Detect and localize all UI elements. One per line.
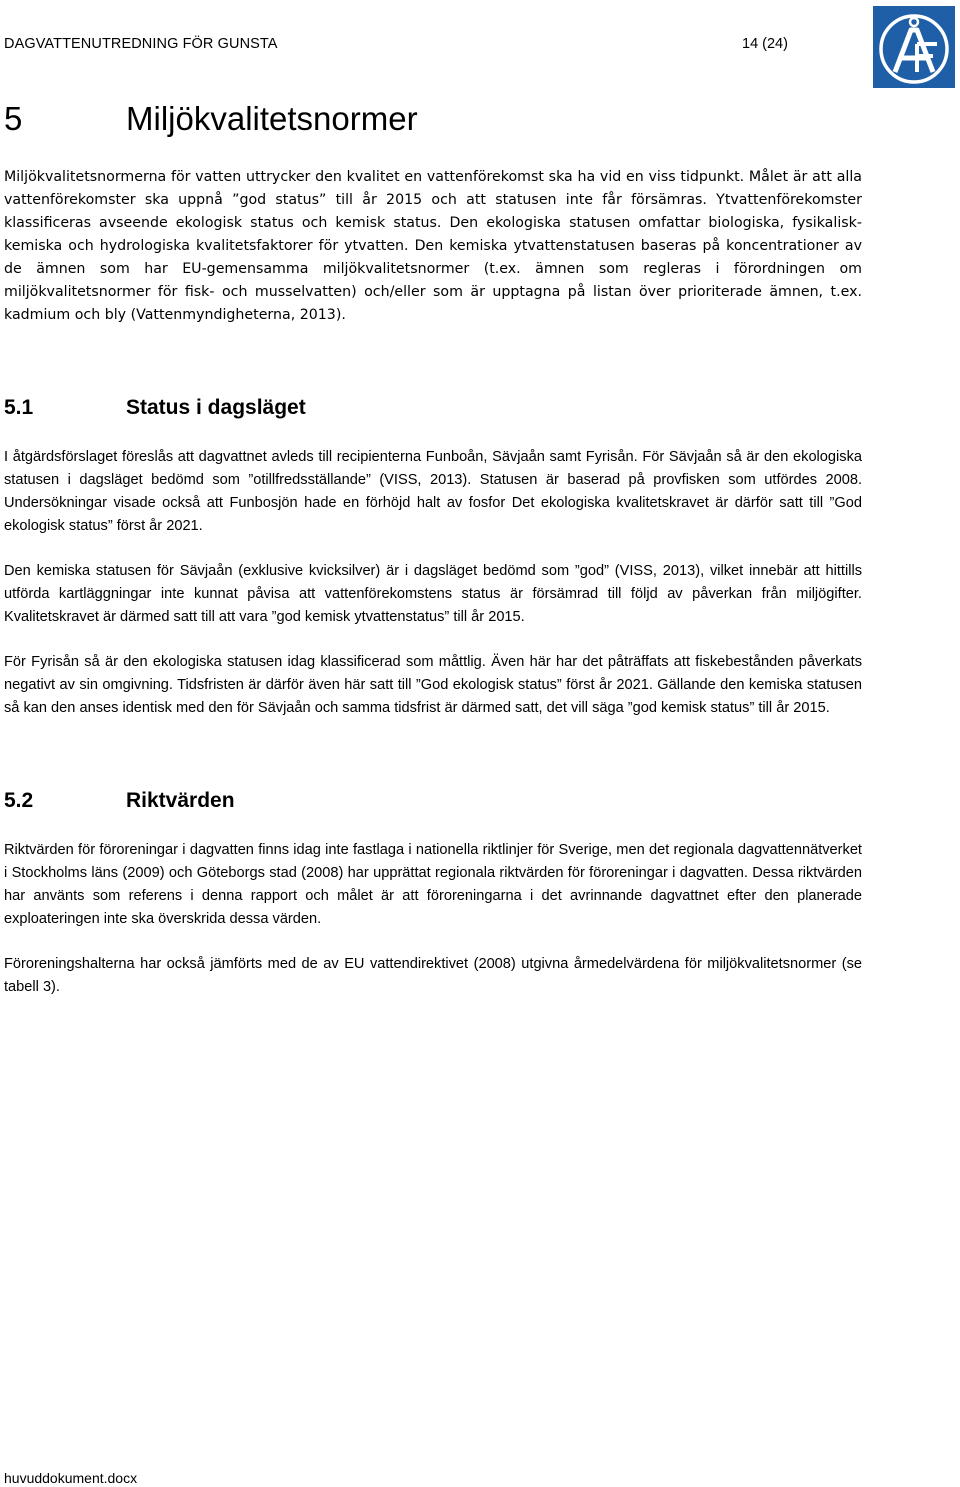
- document-title-header: DAGVATTENUTREDNING FÖR GUNSTA: [4, 36, 278, 52]
- section-5-1-heading: [4, 396, 306, 420]
- section-5-2-title: Riktvärden: [126, 789, 235, 812]
- section-5-2-heading: [4, 789, 235, 813]
- section-5-1-number: 5.1: [4, 396, 34, 419]
- section-5-number: 5: [4, 100, 23, 137]
- section-5-2-number: 5.2: [4, 789, 34, 812]
- section-5-intro-paragraph: Miljökvalitetsnormerna för vatten uttrycker den kvalitet en vattenförekomst ska ha vid en viss tidpunkt. Målet är att alla vattenförekomster ska uppnå ”god status” till år 2015 och att statusen inte får försämras. Ytvattenförekomster klassificeras avseende ekologisk status och kemisk status. Den ekologiska statusen omfattar biologiska, fysikalisk-kemiska och hydrologiska kvalitetsfaktorer för ytvatten. Den kemiska ytvattenstatusen baseras på koncentrationer av de ämnen som har EU-gemensamma miljökvalitetsnormer (t.ex. ämnen som regleras i förordningen om miljökvalitetsnormer för fisk- och musselvatten) och/eller som är upptagna på listan över prioriterade ämnen, t.ex. kadmium och bly (Vattenmyndigheterna, 2013).: [4, 169, 862, 323]
- section-5-1-paragraph-2: Den kemiska statusen för Sävjaån (exklusive kvicksilver) är i dagsläget bedömd som ”god” (VISS, 2013), vilket innebär att hittills utförda kartläggningar inte kunnat påvisa att vattenförekomstens status är försämrad till följd av påverkan från miljögifter. Kvalitetskravet är därmed satt till att vara ”god kemisk ytvattenstatus” till år 2015.: [4, 563, 862, 625]
- section-5-1-paragraph-1: I åtgärdsförslaget föreslås att dagvattnet avleds till recipienterna Funboån, Sävjaån samt Fyrisån. För Sävjaån så är den ekologiska statusen i dagsläget bedömd som ”otillfredsställande” (VISS, 2013). Statusen är baserad på provfisken som utfördes 2008. Undersökningar visade också att Funbosjön hade en förhöjd halt av fosfor Det ekologiska kvalitetskravet är därför satt till ”God ekologisk status” först år 2021.: [4, 449, 862, 534]
- section-5-2-paragraph-1: Riktvärden för föroreningar i dagvatten finns idag inte fastlaga i nationella riktlinjer för Sverige, men det regionala dagvattennätverket i Stockholms läns (2009) och Göteborgs stad (2008) har upprättat regionala riktvärden för föroreningar i dagvatten. Dessa riktvärden har använts som referens i denna rapport och målet är att föroreningarna i det avrinnande dagvattnet efter den planerade exploateringen inte ska överskrida dessa värden.: [4, 842, 862, 927]
- section-5-heading: [4, 100, 418, 138]
- footer-filename: huvuddokument.docx: [4, 1470, 138, 1486]
- section-5-1-title: Status i dagsläget: [126, 396, 306, 419]
- section-5-title: Miljökvalitetsnormer: [126, 100, 418, 137]
- section-5-1-paragraph-3: För Fyrisån så är den ekologiska statusen idag klassificerad som måttlig. Även här har det påträffats att fiskebestånden påverkats negativt av sin omgivning. Tidsfristen är därför även här satt till ”God ekologisk status” först år 2021. Gällande den kemiska statusen så kan den anses identisk med den för Sävjaån och samma tidsfrist är därmed satt, det vill säga ”god kemisk status” till år 2015.: [4, 654, 862, 716]
- af-logo: [873, 6, 955, 88]
- page-number: 14 (24): [742, 36, 788, 52]
- section-5-2-paragraph-2: Föroreningshalterna har också jämförts med de av EU vattendirektivet (2008) utgivna årmedelvärdena för miljökvalitetsnormer (se tabell 3).: [4, 956, 862, 995]
